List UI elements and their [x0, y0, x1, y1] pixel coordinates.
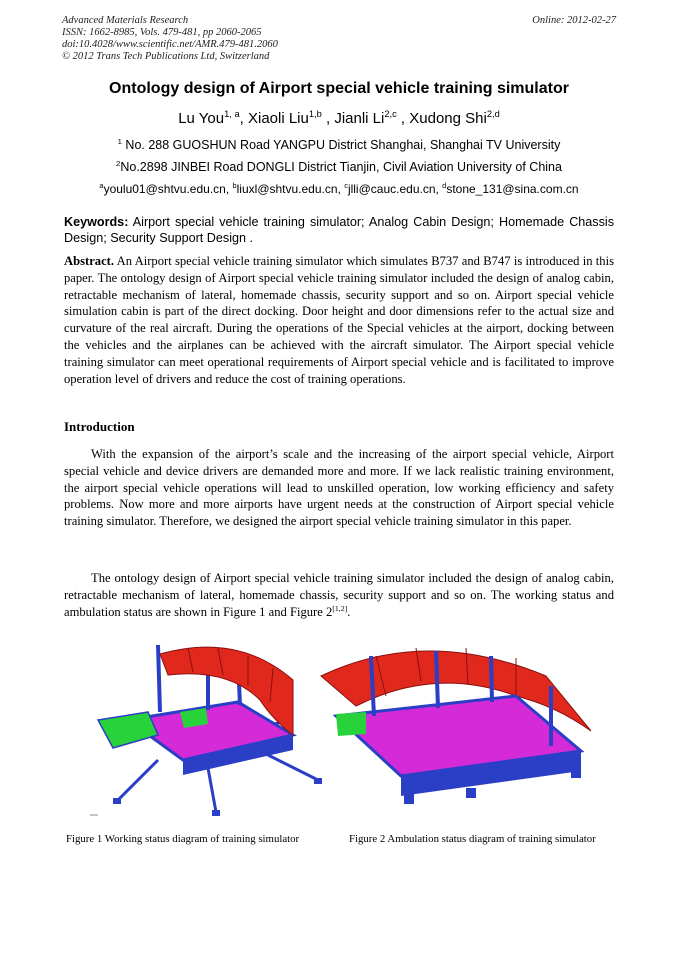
keywords-text: Airport special vehicle training simulator; Analog Cabin Design; Homemade Chassis Design; Security Support Design .	[64, 215, 614, 245]
affiliation-sup: 1	[117, 136, 122, 146]
affiliation-sup: 2	[116, 158, 121, 168]
paper-title: Ontology design of Airport special vehicle training simulator	[109, 80, 569, 97]
doi-line: doi:10.4028/www.scientific.net/AMR.479-481.2060	[62, 39, 278, 50]
email: stone_131@sina.com.cn	[446, 182, 579, 196]
paragraph-end: .	[347, 604, 351, 619]
author-name: Xudong Shi	[409, 110, 487, 127]
author-sup: 1, a	[224, 109, 240, 119]
email: youlu01@shtvu.edu.cn,	[103, 182, 233, 196]
affiliation-2	[0, 160, 678, 174]
affiliation-text: No. 288 GUOSHUN Road YANGPU District Shanghai, Shanghai TV University	[121, 138, 561, 152]
keywords-label: Keywords:	[64, 215, 129, 229]
author-sup: 2,c	[384, 109, 397, 119]
citation-ref: [1,2]	[332, 603, 348, 613]
section-heading: Introduction	[64, 419, 135, 434]
email: liuxl@shtvu.edu.cn,	[236, 182, 345, 196]
copyright-line: © 2012 Trans Tech Publications Ltd, Switzerland	[62, 51, 270, 62]
author-sup: 2,d	[486, 109, 500, 119]
side-panel-green	[98, 712, 158, 748]
leg-feet	[113, 778, 322, 816]
author-name: Xiaoli Liu	[247, 110, 309, 127]
keywords-section	[64, 215, 614, 246]
abstract-text: An Airport special vehicle training simulator which simulates B737 and B747 is introduced in this paper. The ontology design of Airport special vehicle training simulator included the design of analog cabin, retractable mechanism of lateral, homemade chassis, security support and so on. Airport special vehicle simulation cabin is part of the direct docking. Door height and door dimensions refer to the actual size and curvature of the real aircraft. During the operations of the Special vehicles at the airport, docking between the vehicles and the airplanes can be achieved with the aircraft simulator. The Airport special vehicle training simulator can meet operational requirements of Airport special vehicle and is facilitated to improve operation level of drivers and reduce the cost of training operations.	[64, 254, 614, 386]
journal-header	[62, 15, 278, 63]
email-list	[0, 182, 678, 196]
figure-2-caption: Figure 2 Ambulation status diagram of training simulator	[349, 833, 596, 845]
figure-1-image	[88, 640, 328, 820]
email: jlli@cauc.edu.cn,	[347, 182, 443, 196]
issn-line: ISSN: 1662-8985, Vols. 479-481, pp 2060-2065	[62, 27, 262, 38]
email-sup: b	[232, 181, 237, 190]
body-paragraph	[64, 570, 614, 620]
side-panel-green	[336, 712, 366, 736]
body-paragraph: With the expansion of the airport’s scale and the increasing of the airport special vehicle, Airport special vehicle and device drivers are demanded more and more. If we lack realistic training environment, the airport special vehicle operations will lead to unskilled operation, low working efficiency and safety problems. Now more and more airports have urgent needs at the construction of Airport special vehicle training simulator. Therefore, we designed the airport special vehicle training simulator in this paper.	[64, 447, 614, 529]
figure-2-image	[316, 636, 598, 811]
author-sup: 1,b	[308, 109, 322, 119]
author-name: Lu You	[178, 110, 225, 127]
affiliation-text: No.2898 JINBEI Road DONGLI District Tianjin, Civil Aviation University of China	[120, 160, 562, 174]
figure-1-caption: Figure 1 Working status diagram of training simulator	[66, 833, 300, 845]
abstract-section	[64, 253, 614, 387]
email-sup: d	[442, 181, 447, 190]
online-date: Online: 2012-02-27	[532, 15, 616, 26]
paragraph-text: The ontology design of Airport special vehicle training simulator included the design of analog cabin, retractable mechanism of lateral, homemade chassis, security support and so on. The working status and ambulation status are shown in Figure 1 and Figure 2	[64, 571, 614, 619]
abstract-label: Abstract.	[64, 254, 115, 268]
email-sup: a	[99, 181, 104, 190]
affiliation-1	[0, 138, 678, 152]
email-sup: c	[344, 181, 348, 190]
author-name: Jianli Li	[334, 110, 385, 127]
author-list: Lu You$^{1, a}$, Xiaoli Liu$^{1,b}$ , Jianli Li$^{2,c}$ , Xudong Shi$^{2,d}$	[178, 109, 500, 127]
journal-name: Advanced Materials Research	[62, 15, 189, 26]
